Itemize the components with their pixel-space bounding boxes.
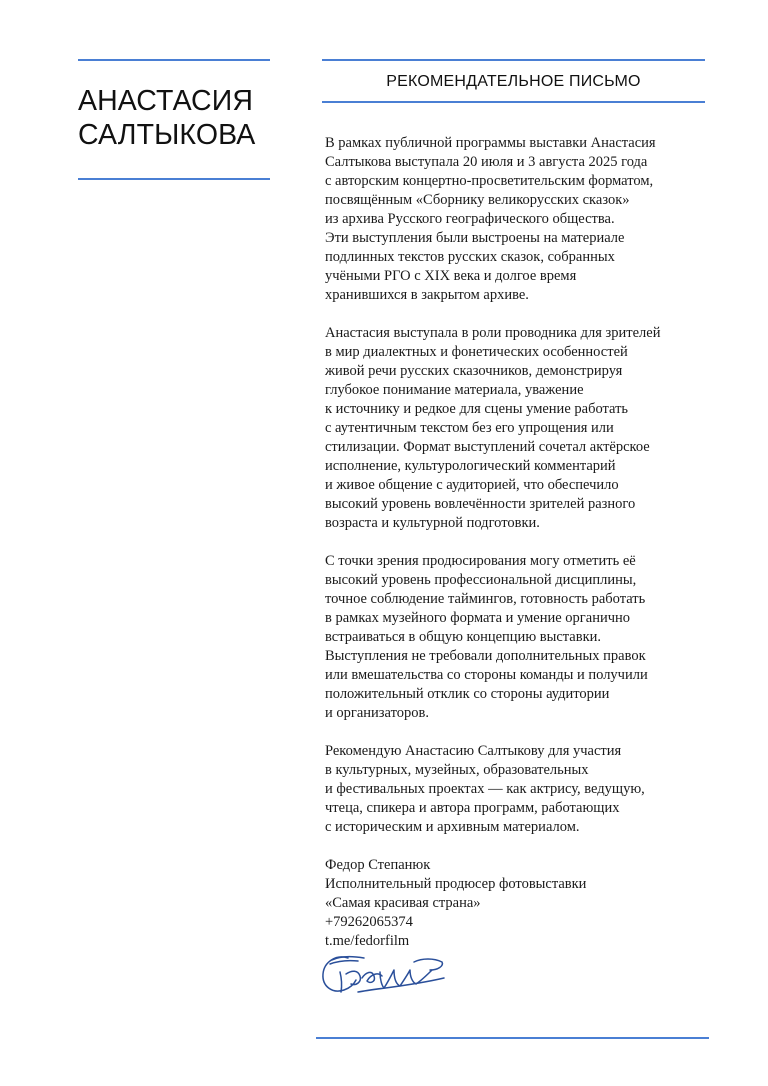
text-line: Эти выступления были выстроены на материале [325, 230, 625, 246]
text-line: стилизации. Формат выступлений сочетал актёрское [325, 439, 650, 455]
text-line: точное соблюдение таймингов, готовность работать [325, 591, 646, 607]
sender-name: Федор Степанюк [325, 857, 431, 873]
text-line: Выступления не требовали дополнительных правок [325, 648, 646, 664]
text-line: подлинных текстов русских сказок, собранных [325, 249, 615, 265]
text-line: глубокое понимание материала, уважение [325, 382, 584, 398]
name-top-rule [78, 59, 270, 61]
author-name-line-2: САЛТЫКОВА [78, 119, 256, 151]
text-line: к источнику и редкое для сцены умение работать [325, 401, 629, 417]
text-line: и организаторов. [325, 705, 429, 721]
text-line: и фестивальных проектах — как актрису, ведущую, [325, 781, 645, 797]
sender-position: Исполнительный продюсер фотовыставки [325, 876, 587, 892]
letter-title: РЕКОМЕНДАТЕЛЬНОЕ ПИСЬМО [386, 73, 641, 90]
text-line: с авторским концертно-просветительским форматом, [325, 173, 654, 189]
text-line: учёными РГО с XIX века и долгое время [325, 268, 577, 284]
text-line: В рамках публичной программы выставки Анастасия [325, 135, 656, 151]
paragraph-1 [325, 134, 745, 305]
title-bottom-rule [322, 101, 705, 103]
text-line: Анастасия выступала в роли проводника для зрителей [325, 325, 661, 341]
text-line: и живое общение с аудиторией, что обеспечило [325, 477, 619, 493]
text-line: возраста и культурной подготовки. [325, 515, 540, 531]
author-name-line-1: АНАСТАСИЯ [78, 85, 254, 117]
sender-block [325, 856, 745, 951]
signature-icon [318, 948, 454, 1000]
text-line: с историческим и архивным материалом. [325, 819, 580, 835]
text-line: Салтыкова выступала 20 июля и 3 августа 2025 года [325, 154, 648, 170]
text-line: Рекомендую Анастасию Салтыкову для участия [325, 743, 622, 759]
text-line: из архива Русского географического общества. [325, 211, 615, 227]
footer-rule [316, 1037, 709, 1039]
text-line: высокий уровень вовлечённости зрителей разного [325, 496, 636, 512]
sender-project: «Самая красивая страна» [325, 895, 481, 911]
sender-phone[interactable]: +79262065374 [325, 914, 413, 930]
text-line: исполнение, культурологический комментарий [325, 458, 616, 474]
text-line: в мир диалектных и фонетических особенностей [325, 344, 628, 360]
paragraph-4 [325, 742, 745, 837]
text-line: встраиваться в общую концепцию выставки. [325, 629, 602, 645]
text-line: посвящённым «Сборнику великорусских сказок» [325, 192, 630, 208]
author-name [78, 84, 270, 152]
text-line: живой речи русских сказочников, демонстрируя [325, 363, 623, 379]
paragraph-3 [325, 552, 745, 723]
title-top-rule [322, 59, 705, 61]
paragraph-2 [325, 324, 745, 533]
sender-link[interactable]: t.me/fedorfilm [325, 933, 410, 949]
text-line: или вмешательства со стороны команды и получили [325, 667, 648, 683]
text-line: в культурных, музейных, образовательных [325, 762, 589, 778]
text-line: с аутентичным текстом без его упрощения или [325, 420, 614, 436]
text-line: хранившихся в закрытом архиве. [325, 287, 529, 303]
text-line: высокий уровень профессиональной дисциплины, [325, 572, 637, 588]
text-line: в рамках музейного формата и умение органично [325, 610, 631, 626]
text-line: положительный отклик со стороны аудитории [325, 686, 610, 702]
letter-body [325, 134, 745, 970]
text-line: С точки зрения продюсирования могу отметить её [325, 553, 636, 569]
text-line: чтеца, спикера и автора программ, работающих [325, 800, 620, 816]
name-bottom-rule [78, 178, 270, 180]
